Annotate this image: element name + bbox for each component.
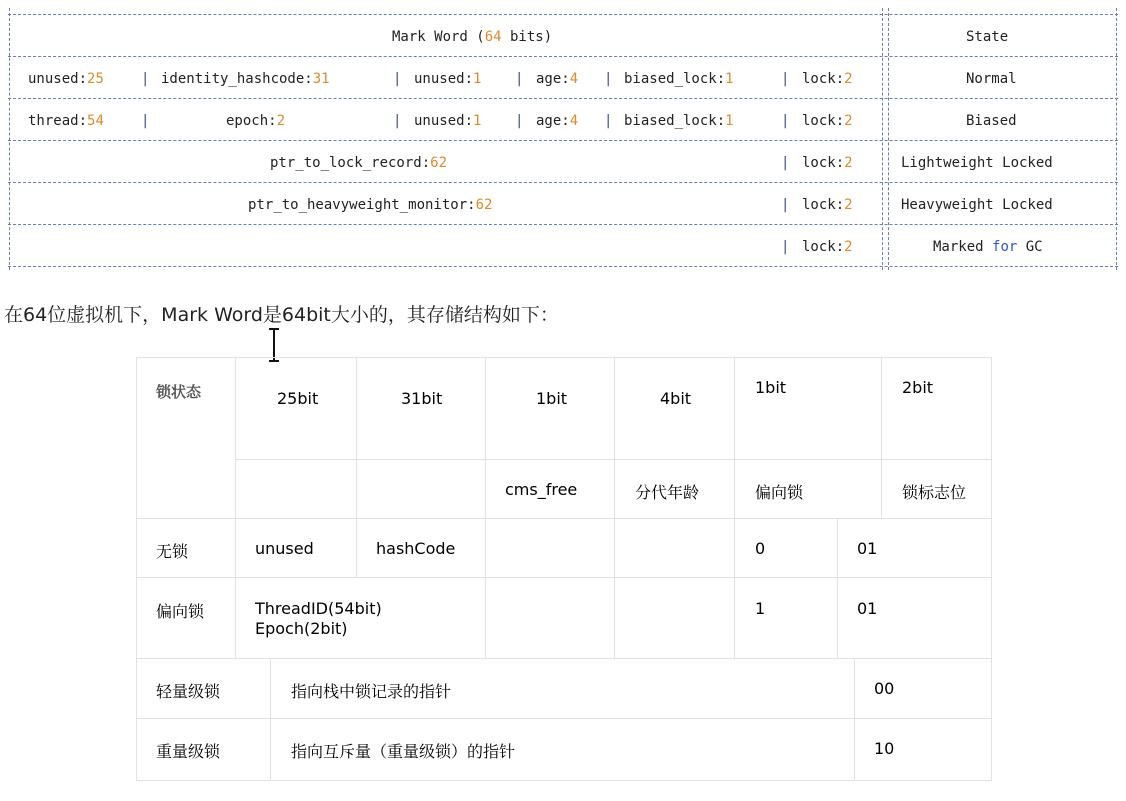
field-unused-1: unused:1: [414, 71, 482, 87]
field-ptr-to-lock-record: ptr_to_lock_record:62: [270, 155, 448, 171]
cell-biased-0: 0: [755, 539, 766, 558]
row-label-lightweight: 轻量级锁: [156, 682, 221, 701]
cell-flag-01: 01: [857, 539, 878, 558]
code-row-lightweight: ptr_to_lock_record:62 | lock:2 Lightweight Locked: [8, 142, 1118, 184]
cell-biased-1: 1: [755, 599, 766, 618]
field-thread: thread:54: [28, 113, 104, 129]
field-biased-lock: biased_lock:1: [624, 113, 734, 129]
field-lock: lock:2: [802, 71, 853, 87]
field-lock: lock:2: [802, 155, 853, 171]
cell-flag-00: 00: [874, 679, 895, 698]
field-identity-hashcode: identity_hashcode:31: [161, 71, 330, 87]
header-bits-25: 25bit: [277, 389, 319, 408]
code-row-gc: | lock:2 Marked for GC: [8, 226, 1118, 268]
code-header-row: [8, 16, 1118, 58]
cell-light-desc: 指向栈中锁记录的指针: [291, 682, 452, 701]
header-bits-1a: 1bit: [536, 389, 568, 408]
code-row-biased: thread:54 | epoch:2 | unused:1 | age:4 | biased_lock:1 | lock:2 Biased: [8, 100, 1118, 142]
field-age: age:4: [536, 71, 579, 87]
field-epoch: epoch:2: [226, 113, 286, 129]
header-bits-31: 31bit: [401, 389, 443, 408]
header-biased-lock: 偏向锁: [755, 483, 804, 502]
state-normal: Normal: [966, 71, 1017, 87]
header-lock-state: 锁状态: [156, 383, 202, 401]
field-age: age:4: [536, 113, 579, 129]
cell-flag-01: 01: [857, 599, 878, 618]
header-lock-flag: 锁标志位: [902, 483, 967, 502]
header-bits-1b: 1bit: [755, 378, 787, 397]
cell-hashcode: hashCode: [376, 539, 456, 558]
field-ptr-to-heavyweight-monitor: ptr_to_heavyweight_monitor:62: [248, 197, 493, 213]
cell-epoch: Epoch(2bit): [255, 619, 348, 638]
row-label-no-lock: 无锁: [156, 542, 189, 561]
divider: [8, 14, 1118, 15]
state-heavyweight: Heavyweight Locked: [901, 197, 1053, 213]
state-header: State: [966, 29, 1009, 45]
cell-unused: unused: [255, 539, 314, 558]
cell-thread-id: ThreadID(54bit): [255, 599, 382, 618]
code-row-heavyweight: ptr_to_heavyweight_monitor:62 | lock:2 Heavyweight Locked: [8, 184, 1118, 226]
code-row-normal: unused:25 | identity_hashcode:31 | unused:1 | age:4 | biased_lock:1 | lock:2 Normal: [8, 58, 1118, 100]
state-marked-for-gc: Marked for GC: [933, 239, 1043, 255]
mark-word-code-block: [8, 8, 1118, 278]
field-unused: unused:25: [28, 71, 104, 87]
header-bits-2: 2bit: [902, 378, 934, 397]
row-label-biased: 偏向锁: [156, 602, 205, 621]
header-bits-4: 4bit: [660, 389, 692, 408]
field-lock: lock:2: [802, 113, 853, 129]
mark-word-title: Mark Word (64 bits): [392, 29, 553, 45]
field-lock: lock:2: [802, 239, 853, 255]
field-biased-lock: biased_lock:1: [624, 71, 734, 87]
state-lightweight: Lightweight Locked: [901, 155, 1053, 171]
state-biased: Biased: [966, 113, 1017, 129]
field-unused-1: unused:1: [414, 113, 482, 129]
row-label-heavyweight: 重量级锁: [156, 742, 221, 761]
header-generation-age: 分代年龄: [635, 483, 700, 502]
cell-heavy-desc: 指向互斥量（重量级锁）的指针: [291, 742, 516, 761]
cell-flag-10: 10: [874, 739, 895, 758]
header-cms-free: cms_free: [505, 480, 578, 499]
mark-word-table: [136, 357, 992, 781]
field-lock: lock:2: [802, 197, 853, 213]
description-paragraph: 在64位虚拟机下，Mark Word是64bit大小的，其存储结构如下：: [4, 304, 559, 326]
